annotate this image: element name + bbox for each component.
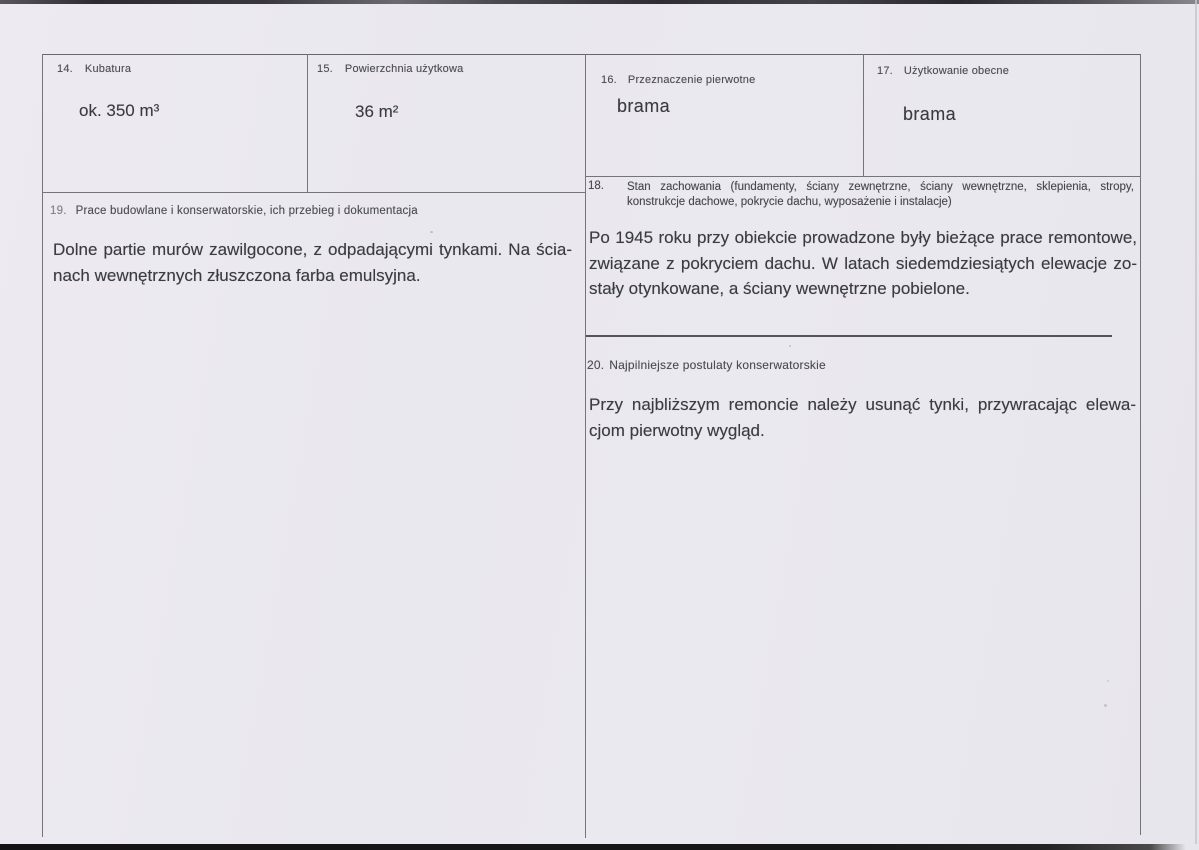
field-19-body-line: nach wewnętrznych złuszczona farba emulsyjna. (53, 265, 421, 285)
field-18-label (588, 180, 1137, 210)
field-20-body (589, 392, 1136, 443)
border-below-cells16-17 (585, 176, 1140, 177)
field-18-body-line: stały otynkowane, a ściany wewnętrzne pobielone. (589, 279, 970, 298)
field-17-value: brama (903, 104, 957, 124)
scan-edge-bottom (0, 844, 1186, 850)
scan-speck (789, 345, 791, 347)
field-15-label (317, 63, 463, 75)
divider-cell14-cell15 (307, 54, 308, 192)
field-18-number: 18. (588, 180, 604, 192)
field-14-label (57, 63, 131, 75)
field-19-body-line: Dolne partie murów zawilgocone, z odpadającymi tynkami. Na ścia- (53, 240, 572, 259)
field-18-title-line: konstrukcje dachowe, pokrycie dachu, wyposażenie i instalacje) (627, 196, 952, 208)
divider-cell16-cell17 (863, 54, 864, 176)
field-16-number: 16. (601, 74, 617, 86)
field-18-body-line: związane z pokryciem dachu. W latach siedemdziesiątych elewacje zo- (589, 253, 1137, 273)
field-14-number: 14. (57, 63, 73, 75)
table-divider-center (585, 54, 586, 838)
field-20-body-line: cjom pierwotny wygląd. (589, 420, 765, 440)
field-14-title: Kubatura (84, 63, 132, 75)
field-16-label (601, 74, 755, 86)
field-19-label (50, 205, 418, 217)
table-border-left (42, 54, 43, 837)
field-19-title: Prace budowlane i konserwatorskie, ich przebieg i dokumentacja (75, 205, 418, 217)
border-below-cells14-15 (42, 192, 585, 193)
field-16-title: Przeznaczenie pierwotne (627, 74, 756, 86)
scan-edge-right (1195, 0, 1197, 844)
field-17-label (877, 65, 1009, 77)
table-border-right (1140, 54, 1141, 835)
scan-edge-top (0, 0, 1199, 4)
field-18-body-line: Po 1945 roku przy obiekcie prowadzone były bieżące prace remontowe, (589, 228, 1137, 247)
scan-speck (1104, 704, 1107, 707)
field-20-title: Najpilniejsze postulaty konserwatorskie (609, 358, 826, 372)
field-14-value: ok. 350 m³ (79, 101, 160, 120)
field-20-number: 20. (587, 358, 605, 372)
field-15-title: Powierzchnia użytkowa (344, 63, 464, 75)
field-20-body-line: Przy najbliższym remoncie należy usunąć tynki, przywracając elewa- (589, 395, 1136, 414)
table-border-top (42, 54, 1141, 55)
field-19-number: 19. (50, 205, 67, 217)
scan-speck (1107, 680, 1109, 682)
field-15-value: 36 m² (355, 102, 399, 121)
field-18-body (589, 225, 1137, 302)
separator-above-field20 (586, 335, 1112, 337)
field-20-label (587, 358, 826, 372)
scan-speck (430, 231, 433, 233)
field-17-number: 17. (877, 65, 893, 77)
field-17-title: Użytkowanie obecne (903, 65, 1010, 77)
field-15-number: 15. (317, 63, 333, 75)
field-19-body (53, 237, 572, 288)
field-16-value: brama (617, 96, 671, 116)
field-18-title-line: Stan zachowania (fundamenty, ściany zewnętrzne, ściany wewnętrzne, sklepienia, stropy, (627, 181, 1134, 193)
